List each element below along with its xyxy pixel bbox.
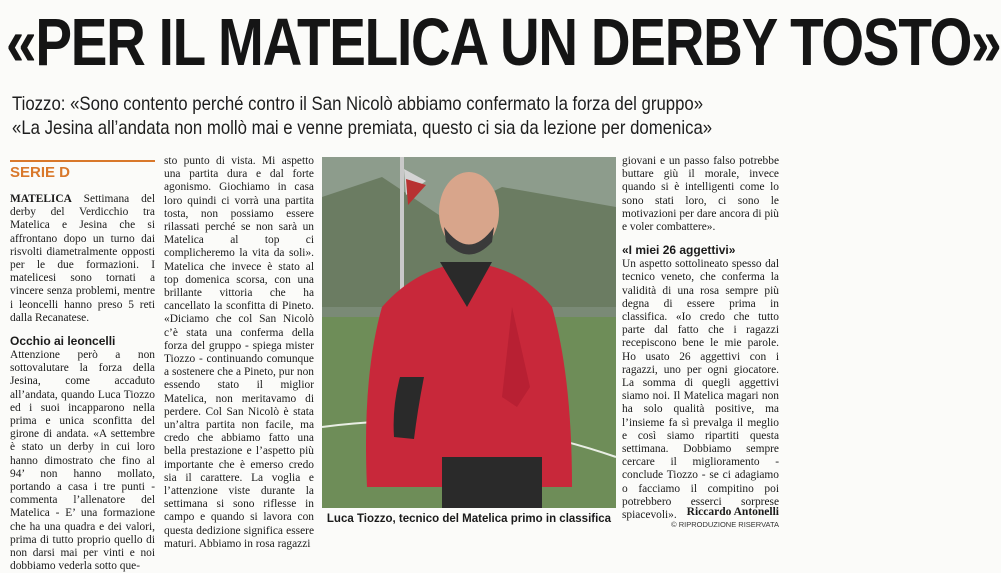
coach-photo [322,157,616,508]
paragraph-text: Settimana del derby del Verdicchio tra Matelica e Jesina che si affrontano dopo un turno dai risvolti diametralmente opposti per le due formazioni. I matelicesi sono tornati a vincere senza problemi, mentre i leoncelli hanno preso 5 reti dalla Recanatese. [10,193,155,324]
article-column-1 [10,193,155,573]
subheadline-1: Tiozzo: «Sono contento perché contro il San Nicolò abbiamo confermato la forza del gruppo» [12,93,704,115]
byline: Riccardo Antonelli [686,506,779,518]
paragraph: Attenzione però a non sottovalutare la forza della Jesina, come accaduto all’andata, quando Luca Tiozzo ed i suoi incapparono nella prima e unica sconfitta del girone di andata. «A settembre è stato un derby in cui loro hanno dimostrato che fino al 94’ non hanno mollato, portando a casa i tre punti - commenta l’allenatore del Matelica - E’ una formazione che ha una quadra e dei valori, prima di tutto proprio quello di non darsi mai per vinti e noi dobbiamo vederla sotto que- [10,349,155,573]
photo-caption: Luca Tiozzo, tecnico del Matelica primo in classifica [326,513,612,525]
dateline: MATELICA [10,193,72,205]
copyright-notice: © RIPRODUZIONE RISERVATA [671,520,779,529]
paragraph: sto punto di vista. Mi aspetto una partita dura e dal forte agonismo. Giochiamo in casa loro quindi ci vorrà una partita tosta, non possiamo essere rilassati perché se non sarà un Matelica al top ci complicheremo la vita da soli». Matelica che invece è stato al top domenica scorsa, con una brillante vittoria che ha cancellato la sconfitta di Pineto. «Diciamo che col San Nicolò c’è stata una conferma della forza del gruppo - spiega mister Tiozzo - continuando comunque a sostenere che a Pineto, pur non essendo stato il miglior Matelica, non meritavamo di perdere. Col San Nicolò è stata un’altra partita non facile, ma credo che abbiamo fatto una bella prestazione e l’aspetto più importante che è emerso credo sia il carattere. La voglia e l’attenzione viste durante la settimana si sono riflesse in campo e quando si lavora con questa dedizione significa essere maturi. Abbiamo in rosa ragazzi [164,155,314,550]
headline: «PER IL MATELICA UN DERBY TOSTO» [6,5,1001,80]
section-label: SERIE D [10,160,155,184]
paragraph [10,193,155,325]
paragraph: Un aspetto sottolineato spesso dal tecnico veneto, che conferma la validità di una rosa sempre più degna di essere prima in classifica. «Io credo che tutto parte dal fatto che i ragazzi recepiscono bene le mie parole. Ho usato 26 aggettivi con i ragazzi, uno per ogni giocatore. La somma di quegli aggettivi siamo noi. Il Matelica magari non ha solo qualità positive, ma l’insieme fa sì prevalga il meglio e così siamo ripartiti questa settimana. Dobbiamo sempre cercare il miglioramento - conclude Tiozzo - se ci adagiamo o facciamo il compitino poi potrebbero esserci sorprese spiacevoli». [622,258,779,522]
article-column-3 [622,155,779,522]
article-column-2 [164,155,314,551]
subhead-aggettivi: «I miei 26 aggettivi» [622,243,736,258]
subheadline-2: «La Jesina all’andata non mollò mai e venne premiata, questo ci sia da lezione per domenica» [12,117,713,139]
coach-photo-illustration [322,157,616,508]
subhead-leoncelli: Occhio ai leoncelli [10,334,116,349]
paragraph: giovani e un passo falso potrebbe buttare giù il morale, invece quando si è intelligenti come lo sono stati loro, ci sono le motivazioni per dare ancora di più e voler combattere». [622,155,779,234]
